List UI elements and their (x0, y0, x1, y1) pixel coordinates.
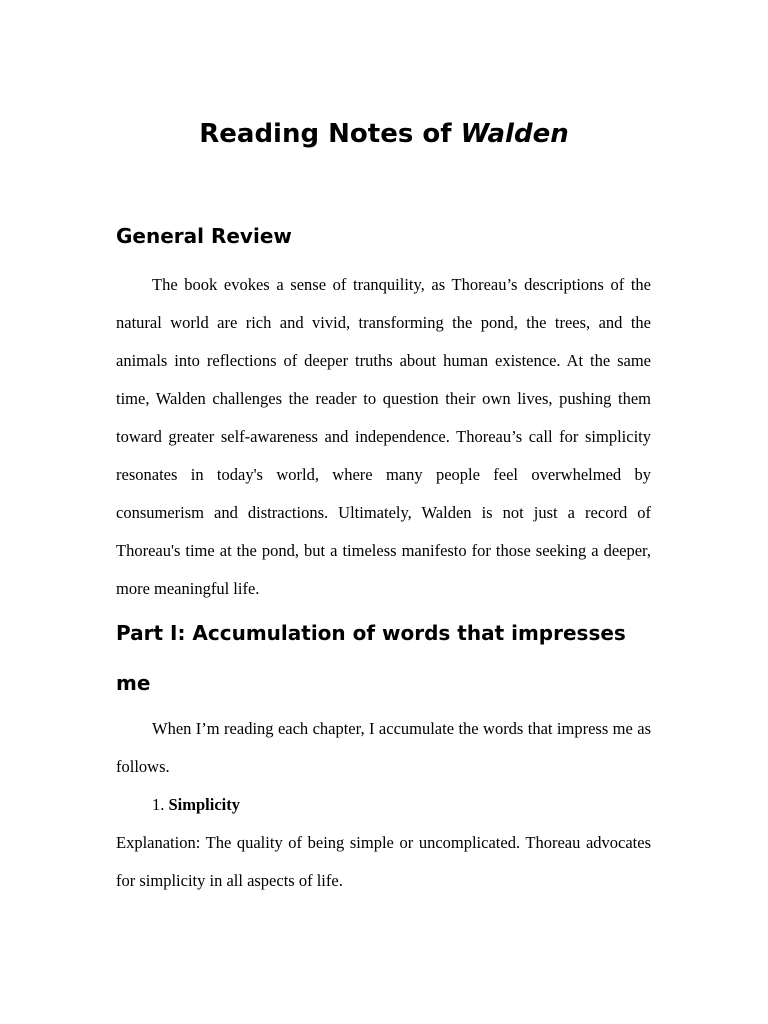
list-item-number: 1. (152, 795, 169, 814)
document-title-book: Walden (460, 119, 569, 149)
list-item-explanation: Explanation: The quality of being simple or uncomplicated. Thoreau advocates for simplicity in all aspects of life. (116, 833, 651, 890)
part-one-intro: When I’m reading each chapter, I accumulate the words that impress me as follows. (116, 719, 651, 776)
document-title-prefix: Reading Notes of (199, 119, 461, 149)
general-review-heading: General Review (116, 224, 292, 248)
document-content (116, 218, 651, 900)
general-review-paragraph: The book evokes a sense of tranquility, as Thoreau’s descriptions of the natural world are rich and vivid, transforming the pond, the trees, and the animals into reflections of deeper truths about human existence. At the same time, Walden challenges the reader to question their own lives, pushing them toward greater self-awareness and independence. Thoreau’s call for simplicity resonates in today's world, where many people feel overwhelmed by consumerism and distractions. Ultimately, Walden is not just a record of Thoreau's time at the pond, but a timeless manifesto for those seeking a deeper, more meaningful life. (116, 275, 651, 598)
list-item-term: Simplicity (168, 795, 241, 814)
list-item (116, 786, 651, 824)
part-one-heading: Part I: Accumulation of words that impresses me (116, 621, 626, 695)
document-title (0, 116, 768, 152)
